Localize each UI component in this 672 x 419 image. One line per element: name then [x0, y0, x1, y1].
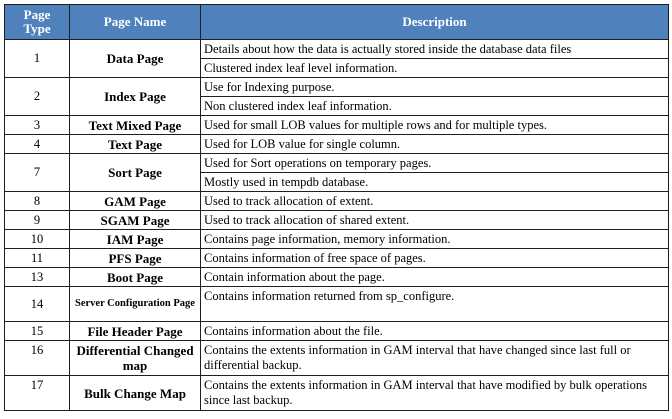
- description-cell: Used for small LOB values for multiple rows and for multiple types.: [201, 116, 669, 135]
- page-type-cell: 11: [5, 249, 70, 268]
- table-row: [5, 249, 669, 268]
- description-cell: Used for LOB value for single column.: [201, 135, 669, 154]
- description-cell: Clustered index leaf level information.: [201, 59, 669, 78]
- page-name-cell: Index Page: [70, 78, 201, 116]
- page-name-cell: Data Page: [70, 40, 201, 78]
- page-type-cell: 7: [5, 154, 70, 192]
- page-type-cell: 13: [5, 268, 70, 287]
- description-cell: Contains information returned from sp_configure.: [201, 287, 669, 322]
- description-cell: Contains the extents information in GAM interval that have changed since last full or differential backup.: [201, 341, 669, 376]
- description-cell: Contain information about the page.: [201, 268, 669, 287]
- table-row: [5, 268, 669, 287]
- description-cell: Contains information of free space of pages.: [201, 249, 669, 268]
- page-name-cell: Differential Changed map: [70, 341, 201, 376]
- description-cell: Non clustered index leaf information.: [201, 97, 669, 116]
- page-name-cell: Bulk Change Map: [70, 376, 201, 411]
- table-row: [5, 154, 669, 173]
- page-name-cell: IAM Page: [70, 230, 201, 249]
- table-row: [5, 376, 669, 411]
- page-name-cell: SGAM Page: [70, 211, 201, 230]
- page-name-cell: Sort Page: [70, 154, 201, 192]
- table-row: [5, 287, 669, 322]
- page-type-cell: 10: [5, 230, 70, 249]
- page-name-cell: GAM Page: [70, 192, 201, 211]
- page-type-cell: 15: [5, 322, 70, 341]
- page-name-cell: Text Page: [70, 135, 201, 154]
- page-type-cell: 16: [5, 341, 70, 376]
- page-type-cell: 8: [5, 192, 70, 211]
- page-type-cell: 2: [5, 78, 70, 116]
- description-cell: Mostly used in tempdb database.: [201, 173, 669, 192]
- table-row: [5, 40, 669, 59]
- table-row: [5, 322, 669, 341]
- description-cell: Contains the extents information in GAM interval that have modified by bulk operations since last backup.: [201, 376, 669, 411]
- page-name-cell: Text Mixed Page: [70, 116, 201, 135]
- header-page-type: Page Type: [5, 5, 70, 40]
- page-type-cell: 4: [5, 135, 70, 154]
- page-name-cell: Boot Page: [70, 268, 201, 287]
- table-row: [5, 135, 669, 154]
- page-type-cell: 14: [5, 287, 70, 322]
- description-cell: Use for Indexing purpose.: [201, 78, 669, 97]
- description-cell: Details about how the data is actually stored inside the database data files: [201, 40, 669, 59]
- table-row: [5, 341, 669, 376]
- header-page-name: Page Name: [70, 5, 201, 40]
- description-cell: Contains information about the file.: [201, 322, 669, 341]
- page-types-table: [4, 4, 669, 411]
- description-cell: Used for Sort operations on temporary pages.: [201, 154, 669, 173]
- table-row: [5, 211, 669, 230]
- page-type-cell: 1: [5, 40, 70, 78]
- table-row: [5, 230, 669, 249]
- description-cell: Used to track allocation of extent.: [201, 192, 669, 211]
- table-row: [5, 116, 669, 135]
- page-type-cell: 17: [5, 376, 70, 411]
- table-row: [5, 78, 669, 97]
- page-name-cell: Server Configuration Page: [70, 287, 201, 322]
- page-type-cell: 9: [5, 211, 70, 230]
- page-type-cell: 3: [5, 116, 70, 135]
- header-row: [5, 5, 669, 40]
- description-cell: Used to track allocation of shared extent.: [201, 211, 669, 230]
- page-name-cell: PFS Page: [70, 249, 201, 268]
- header-description: Description: [201, 5, 669, 40]
- description-cell: Contains page information, memory information.: [201, 230, 669, 249]
- table-row: [5, 192, 669, 211]
- page-name-cell: File Header Page: [70, 322, 201, 341]
